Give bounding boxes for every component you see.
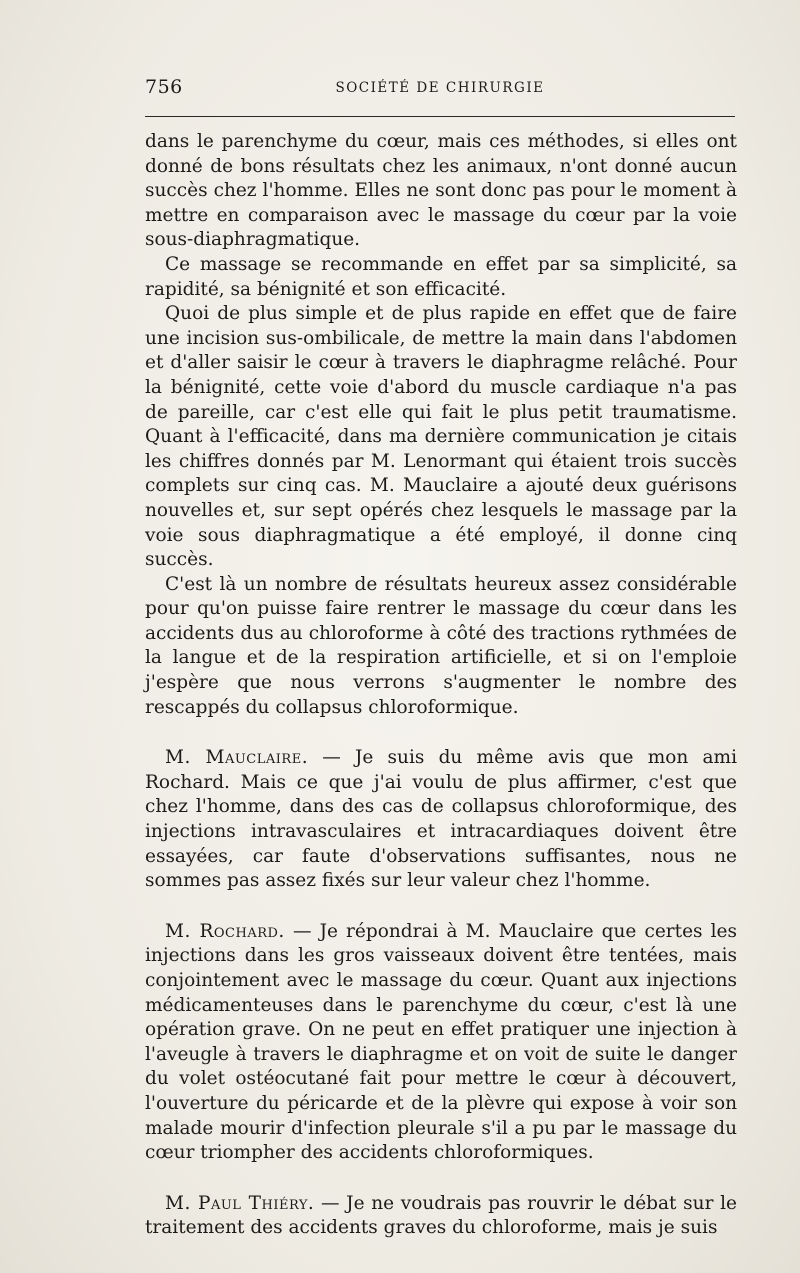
speech-text: — Je répondrai à M. Mauclaire que certes les injections dans les gros vaisseaux doivent être tentées, mais conjointement avec le massage du cœur. Quant aux injections médicamenteuses dans le parenchyme du cœur, c'est là une opération grave. On ne peut en effet pratiquer une injection à l'aveugle à travers le diaphragme et on voit de suite le danger du volet ostéocutané fait pour mettre le cœur à découvert, l'ouverture du péricarde et de la plèvre qui expose à voir son malade mourir d'infection pleurale s'il a pu par le massage du cœur triompher des accidents chloroformiques. bbox=[145, 920, 737, 1164]
page-number: 756 bbox=[145, 76, 183, 98]
paragraph-mauclaire bbox=[145, 746, 737, 894]
paragraph-simplicity: Quoi de plus simple et de plus rapide en effet que de faire une incision sus-ombilicale, de mettre la main dans l'abdomen et d'aller saisir le cœur à travers le diaphragme relâché. Pour la bénignité, cette voie d'abord du muscle cardiaque n'a pas de pareille, car c'est elle qui fait le plus petit traumatisme. Quant à l'efficacité, dans ma dernière communication je citais les chiffres donnés par M. Lenormant qui étaient trois succès complets sur cinq cas. M. Mauclaire a ajouté deux guérisons nouvelles et, sur sept opérés chez lesquels le massage par la voie sous diaphragmatique a été employé, il donne cinq succès. bbox=[145, 303, 737, 571]
speech-text: — Je suis du même avis que mon ami Rochard. Mais ce que j'ai voulu de plus affirmer, c'est que chez l'homme, dans des cas de collapsus chloroformique, des injections intravasculaires et intracardiaques doivent être essayées, car faute d'observations suffisantes, nous ne sommes pas assez fixés sur leur valeur chez l'homme. bbox=[145, 747, 737, 892]
speaker-name: M. Rochard. bbox=[165, 920, 285, 942]
paragraph-thiery bbox=[145, 1192, 737, 1241]
page-header bbox=[145, 72, 735, 102]
body-text bbox=[145, 130, 737, 1241]
speaker-name: M. Paul Thiéry. bbox=[165, 1192, 315, 1214]
running-title: SOCIÉTÉ DE CHIRURGIE bbox=[335, 80, 545, 96]
paragraph-continuation: dans le parenchyme du cœur, mais ces méthodes, si elles ont donné de bons résultats chez les animaux, n'ont donné aucun succès chez l'homme. Elles ne sont donc pas pour le moment à mettre en comparaison avec le massage du cœur par la voie sous-diaphragmatique. bbox=[145, 131, 737, 251]
speech-text: — Je ne voudrais pas rouvrir le débat sur le traitement des accidents graves du chloroforme, mais je suis bbox=[145, 1192, 737, 1239]
speaker-name: M. Mauclaire. bbox=[165, 747, 309, 769]
paragraph-results: C'est là un nombre de résultats heureux assez considérable pour qu'on puisse faire rentrer le massage du cœur dans les accidents dus au chloroforme à côté des tractions rythmées de la langue et de la respiration artificielle, et si on l'emploie j'espère que nous verrons s'augmenter le nombre des rescappés du collapsus chloroformique. bbox=[145, 573, 737, 718]
header-rule bbox=[145, 116, 735, 117]
paragraph-rochard bbox=[145, 920, 737, 1166]
paragraph-massage: Ce massage se recommande en effet par sa simplicité, sa rapidité, sa bénignité et son efficacité. bbox=[145, 253, 737, 300]
